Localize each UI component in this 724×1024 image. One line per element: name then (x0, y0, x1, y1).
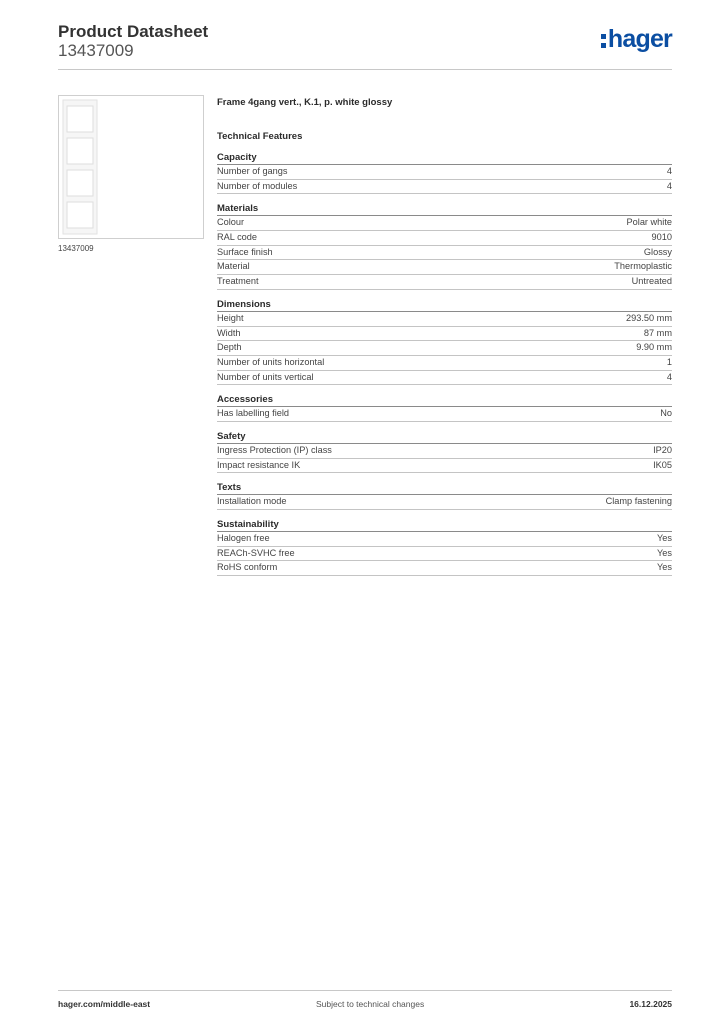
feature-value: 9010 (651, 232, 672, 243)
feature-value: Yes (657, 562, 672, 573)
section-capacity (217, 151, 672, 194)
feature-value: IP20 (653, 444, 672, 455)
feature-row (217, 165, 672, 180)
feature-value: Clamp fastening (605, 496, 672, 507)
feature-value: No (660, 408, 672, 419)
features-heading: Technical Features (217, 131, 303, 142)
feature-label: Has labelling field (217, 408, 290, 419)
feature-label: Number of units vertical (217, 371, 314, 382)
feature-label: Material (217, 261, 250, 272)
feature-row (217, 180, 672, 195)
feature-row (217, 341, 672, 356)
section-title: Dimensions (217, 298, 672, 312)
feature-row (217, 371, 672, 386)
feature-value: Yes (657, 533, 672, 543)
product-number: 13437009 (58, 41, 134, 60)
feature-row (217, 231, 672, 246)
logo-wordmark: hager (607, 25, 672, 53)
feature-row (217, 561, 672, 576)
frame-4gang-illustration (59, 96, 203, 238)
section-texts (217, 481, 672, 510)
feature-label: Ingress Protection (IP) class (217, 444, 332, 455)
feature-row (217, 532, 672, 547)
feature-row (217, 327, 672, 342)
feature-row (217, 356, 672, 371)
feature-row (217, 459, 672, 474)
feature-row (217, 444, 672, 459)
product-name: Frame 4gang vert., K.1, p. white glossy (217, 97, 393, 108)
feature-value: Glossy (643, 246, 672, 257)
section-title: Texts (217, 481, 672, 495)
feature-label: Number of gangs (217, 166, 288, 176)
feature-label: Height (217, 312, 244, 323)
feature-label: Depth (217, 342, 242, 353)
footer-notice: Subject to technical changes (316, 999, 425, 1009)
feature-label: Treatment (217, 276, 259, 287)
image-caption: 13437009 (58, 244, 94, 253)
section-materials (217, 202, 672, 289)
feature-label: Number of units horizontal (217, 356, 325, 367)
section-title: Materials (217, 202, 672, 216)
feature-row (217, 246, 672, 261)
feature-value: 1 (666, 356, 672, 367)
feature-row (217, 275, 672, 290)
feature-label: Impact resistance IK (217, 459, 301, 470)
feature-label: RAL code (217, 232, 258, 243)
feature-label: Number of modules (217, 180, 298, 191)
section-title: Safety (217, 430, 672, 444)
page-footer (58, 990, 672, 1013)
feature-value: 9.90 mm (636, 342, 672, 353)
product-image (58, 95, 204, 239)
feature-value: Untreated (631, 276, 672, 287)
section-sustainability (217, 518, 672, 576)
hager-logo (601, 25, 672, 58)
page-title: Product Datasheet (58, 22, 209, 41)
section-title: Capacity (217, 151, 672, 165)
feature-row (217, 547, 672, 562)
feature-label: Installation mode (217, 496, 287, 507)
feature-value: IK05 (653, 459, 672, 470)
section-title: Sustainability (217, 518, 672, 532)
feature-value: 4 (666, 371, 672, 382)
feature-label: Colour (217, 217, 245, 228)
feature-label: REACh-SVHC free (217, 547, 295, 558)
feature-value: Polar white (626, 217, 672, 228)
feature-value: Yes (657, 547, 672, 558)
feature-label: Width (217, 327, 241, 338)
feature-value: 293.50 mm (626, 312, 672, 323)
feature-value: 4 (666, 180, 672, 191)
section-accessories (217, 393, 672, 422)
feature-row (217, 312, 672, 327)
page-header (58, 21, 672, 70)
feature-sections (217, 151, 672, 576)
feature-row (217, 216, 672, 231)
section-safety (217, 430, 672, 473)
logo-dots-icon (601, 28, 606, 48)
datasheet-content (217, 96, 672, 584)
feature-label: RoHS conform (217, 562, 278, 573)
section-dimensions (217, 298, 672, 385)
feature-label: Surface finish (217, 246, 273, 257)
feature-label: Halogen free (217, 533, 270, 543)
feature-value: Thermoplastic (614, 261, 672, 272)
footer-website: hager.com/middle-east (58, 999, 151, 1009)
feature-row (217, 495, 672, 510)
section-title: Accessories (217, 393, 672, 407)
feature-row (217, 407, 672, 422)
feature-row (217, 260, 672, 275)
feature-value: 4 (666, 166, 672, 176)
feature-value: 87 mm (643, 327, 672, 338)
footer-date: 16.12.2025 (629, 999, 672, 1009)
